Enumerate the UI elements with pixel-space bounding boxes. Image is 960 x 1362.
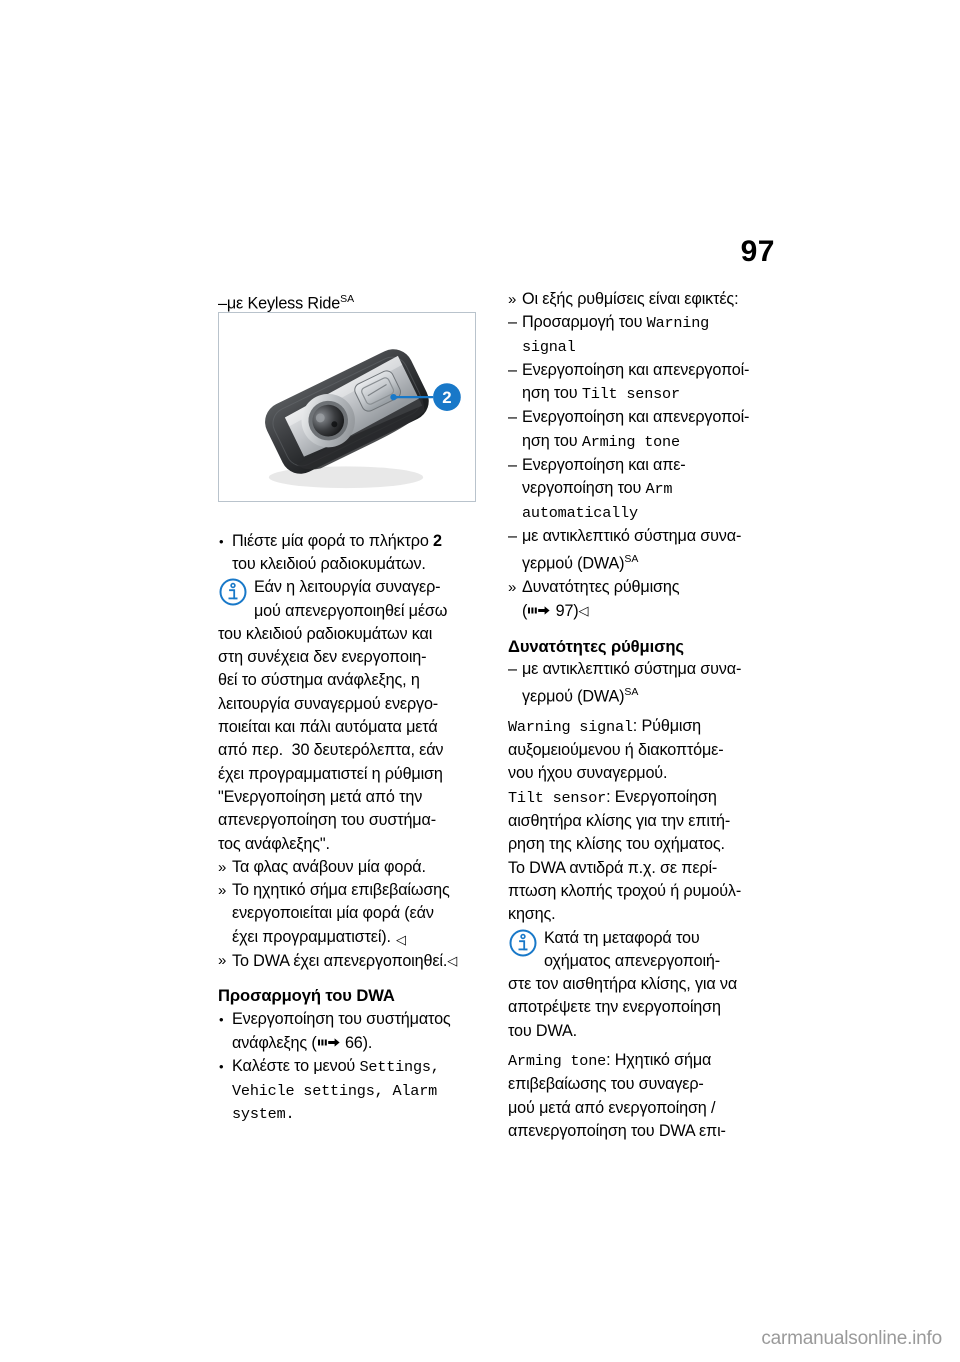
- definition-line: νου ήχου συναγερμού.: [508, 764, 668, 783]
- menu-path-text: Vehicle settings, Alarm: [232, 1081, 438, 1100]
- setting-name: Tilt sensor: [581, 385, 680, 404]
- list-item-cont: ηση του Tilt sensor: [522, 384, 680, 404]
- definition-line: πτωση κλοπής τροχού ή ρυμούλ-: [508, 881, 742, 900]
- info-note-line: απενεργοποίηση του συστήμα-: [218, 811, 436, 830]
- info-note-line: από περ. 30 δευτερόλεπτα, εάν: [218, 741, 444, 760]
- step-item: • Ενεργοποίηση του συστήματος: [218, 1008, 483, 1031]
- result-item-cont: έχει προγραμματιστεί).: [232, 927, 391, 946]
- section-heading: Δυνατότητες ρύθμισης: [508, 636, 684, 656]
- info-note-line: οχήματος απενεργοποιή-: [544, 951, 720, 970]
- two-column-body: [218, 288, 778, 1188]
- info-note-line: στη συνέχεια δεν ενεργοποιη-: [218, 648, 427, 667]
- info-note: [508, 927, 773, 1043]
- watermark: carmanualsonline.info: [761, 1328, 942, 1349]
- info-note-line: έχει προγραμματιστεί η ρύθμιση: [218, 764, 443, 783]
- definition-line: απενεργοποίηση του DWA επι-: [508, 1121, 726, 1140]
- list-item: – με αντικλεπτικό σύστημα συνα-: [508, 525, 773, 548]
- figure-keyless-ride: [218, 312, 476, 502]
- info-icon: [218, 577, 248, 607]
- page-number: 97: [740, 235, 775, 268]
- step-item: • Καλέστε το μενού Settings,: [218, 1055, 483, 1079]
- right-column: [508, 288, 773, 1143]
- section-end-marker: ◁: [578, 603, 589, 619]
- section-end-marker: ◁: [447, 953, 458, 969]
- list-item: – Προσαρμογή του Warning: [508, 311, 773, 335]
- info-note-line: Κατά τη μεταφορά του: [544, 928, 700, 947]
- list-item-cont: νεργοποίηση του Arm: [522, 479, 673, 499]
- key-fob-illustration: [219, 313, 475, 501]
- step-item-cont: ανάφλεξης ( 66).: [218, 1031, 483, 1055]
- definition-line: μού μετά από ενεργοποίηση /: [508, 1098, 716, 1117]
- result-item: » Το DWA έχει απενεργοποιηθεί.◁: [218, 949, 483, 973]
- superscript-sa: SA: [624, 553, 639, 566]
- info-note-line: στε τον αισθητήρα κλίσης, για να: [508, 975, 738, 994]
- definition-line: επιβεβαίωσης του συναγερ-: [508, 1075, 704, 1094]
- setting-name: Arming tone: [581, 432, 680, 451]
- info-note-line: αποτρέψετε την ενεργοποίηση: [508, 998, 721, 1017]
- left-column-lines: [218, 530, 483, 1126]
- info-note-line: Εάν η λειτουργία συναγερ-: [254, 578, 441, 597]
- list-item-cont: του κλειδιού ραδιοκυμάτων.: [232, 554, 426, 573]
- definition-line: Warning signal: Ρύθμιση: [508, 716, 702, 736]
- definition-line: Το DWA αντιδρά π.χ. σε περί-: [508, 858, 718, 877]
- setting-name: automatically: [522, 503, 638, 522]
- list-item: » Οι εξής ρυθμίσεις είναι εφικτές:: [508, 288, 773, 311]
- definition-line: ρηση της κλίσης του οχήματος.: [508, 835, 725, 854]
- list-item: – Ενεργοποίηση και απενεργοποί-: [508, 359, 773, 382]
- definition-line: αυξομειούμενου ή διακοπτόμε-: [508, 741, 724, 760]
- result-item-cont: ενεργοποιείται μία φορά (εάν: [232, 904, 434, 923]
- info-note-line: ποιείται και πάλι αυτόματα μετά: [218, 718, 438, 737]
- definition-line: Arming tone: Ηχητικό σήμα: [508, 1050, 712, 1070]
- info-note: [218, 576, 483, 856]
- setting-name: Warning signal: [508, 717, 633, 736]
- left-column: [218, 288, 483, 1126]
- info-note-line: τος ανάφλεξης".: [218, 834, 330, 853]
- left-edge-end-marker: ◁: [396, 932, 406, 947]
- definition-line: Tilt sensor: Ενεργοποίηση: [508, 787, 717, 807]
- list-item: • Πιέστε μία φορά το πλήκτρο 2: [218, 530, 483, 553]
- setting-name: Tilt sensor: [508, 788, 607, 807]
- page-reference-icon: [318, 1031, 340, 1040]
- menu-path-text: system.: [232, 1104, 295, 1123]
- info-note-line: "Ενεργοποίηση μετά από την: [218, 787, 423, 806]
- list-item: – με αντικλεπτικό σύστημα συνα-: [508, 658, 773, 681]
- result-item: » Το ηχητικό σήμα επιβεβαίωσης: [218, 879, 483, 902]
- definition-line: αισθητήρα κλίσης για την επιτή-: [508, 812, 731, 831]
- list-item: – Ενεργοποίηση και απε-: [508, 454, 773, 477]
- info-note-line: του DWA.: [508, 1021, 577, 1040]
- setting-name: signal: [522, 337, 576, 356]
- setting-name: Warning: [646, 314, 710, 333]
- list-item: – Ενεργοποίηση και απενεργοποί-: [508, 406, 773, 429]
- info-note-line: θεί το σύστημα ανάφλεξης, η: [218, 671, 420, 690]
- info-note-line: λειτουργία συναγερμού ενεργο-: [218, 694, 439, 713]
- list-item-cont: ( 97)◁: [508, 599, 773, 623]
- list-item-cont: ηση του Arming tone: [522, 431, 680, 451]
- figure-callout-number: 2: [442, 388, 452, 408]
- menu-path-text: Settings,: [359, 1058, 440, 1077]
- list-item-cont: γερμού (DWA)$^{SA}$: [522, 553, 639, 573]
- info-note-line: του κλειδιού ραδιοκυμάτων και: [218, 624, 433, 643]
- info-note-line: μού απενεργοποιηθεί μέσω: [254, 601, 448, 620]
- page-reference-icon: [528, 599, 550, 608]
- list-item: » Δυνατότητες ρύθμισης: [508, 576, 773, 599]
- definition-line: κησης.: [508, 905, 556, 924]
- setting-name: Arming tone: [508, 1051, 607, 1070]
- section-heading: Προσαρμογή του DWA: [218, 986, 395, 1006]
- list-item-cont: γερμού (DWA)$^{SA}$: [522, 686, 639, 706]
- superscript-sa: SA: [624, 686, 639, 699]
- setting-name: Arm: [645, 480, 673, 499]
- info-icon: [508, 928, 538, 958]
- result-item: » Τα φλας ανάβουν μία φορά.: [218, 856, 483, 879]
- figure-caption-superscript: SA: [340, 293, 355, 305]
- figure-caption-text: –με Keyless Ride: [218, 294, 341, 313]
